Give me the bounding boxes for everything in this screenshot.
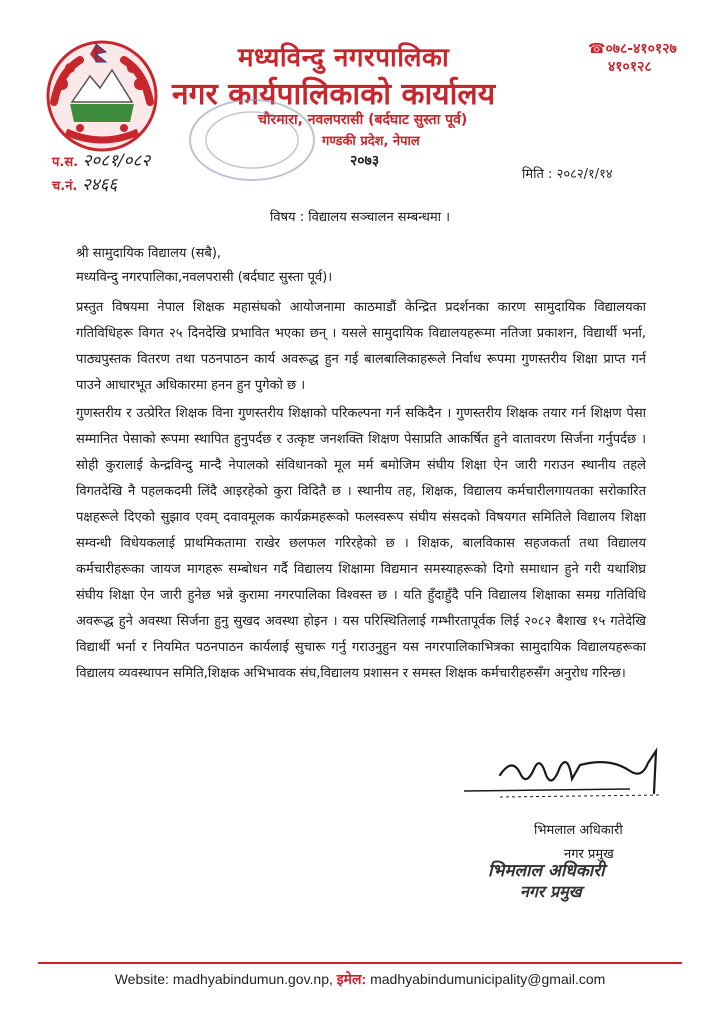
established-year: २०७३ xyxy=(350,153,380,169)
body-paragraph-1: प्रस्तुत विषयमा नेपाल शिक्षक महासंघको आयोजनामा काठमाडौं केन्द्रित प्रदर्शनका कारण सामुदायिक विद्यालयका गतिविधिहरू विगत २५ दिनदेखि प्रभावित भएका छन् । यसले सामुदायिक विद्यालयहरूमा नतिजा प्रकाशन, विद्यार्थी भर्ना, पाठ्यपुस्तक वितरण तथा पठनपाठन कार्य अवरूद्ध हुन गई बालबालिकाहरूले निर्वाध रूपमा गुणस्तरीय शिक्षा प्राप्त गर्न पाउने आधारभूत अधिकारमा हनन हुन पुगेको छ । xyxy=(76,300,646,393)
footer-contact xyxy=(0,970,720,989)
website-label: Website: xyxy=(114,971,169,987)
reference-label: प.स. xyxy=(52,155,79,170)
seal-role: नगर प्रमुख xyxy=(520,882,582,901)
office-province: गण्डकी प्रदेश, नेपाल xyxy=(322,134,420,149)
letter-date xyxy=(522,164,613,182)
phone-2: ४१०१२८ xyxy=(608,59,652,75)
seal-name: भिमलाल अधिकारी xyxy=(488,861,605,881)
date-value: २०८२/१/१४ xyxy=(556,167,613,182)
reference-number xyxy=(52,148,150,171)
office-name: नगर कार्यपालिकाको कार्यालय xyxy=(172,77,496,112)
letter-subject: विषय : विद्यालय सञ्चालन सम्बन्धमा । xyxy=(269,210,451,225)
signatory-name: भिमलाल अधिकारी xyxy=(534,823,623,838)
email-link[interactable]: madhyabindumunicipality@gmail.com xyxy=(370,971,606,987)
signatory-role: नगर प्रमुख xyxy=(564,847,614,862)
recipient-line-1: श्री सामुदायिक विद्यालय (सबै), xyxy=(76,246,222,261)
signature-icon xyxy=(460,745,690,815)
email-label: इमेल: xyxy=(336,971,367,987)
phone-numbers xyxy=(588,40,677,76)
dispatch-value: २४६६ xyxy=(81,175,118,195)
office-address: चौरमारा, नवलपरासी (बर्दघाट सुस्ता पूर्व) xyxy=(258,112,468,128)
dispatch-number xyxy=(52,172,117,195)
date-label: मिति : xyxy=(522,167,553,182)
dispatch-label: च.नं. xyxy=(52,179,78,194)
footer-divider xyxy=(38,962,682,964)
website-link[interactable]: madhyabindumun.gov.np, xyxy=(172,971,333,987)
office-stamp-icon xyxy=(182,94,322,186)
municipality-name: मध्यविन्दु नगरपालिका xyxy=(238,43,450,73)
recipient-line-2: मध्यविन्दु नगरपालिका,नवलपरासी (बर्दघाट सुस्ता पूर्व)। xyxy=(76,270,333,285)
reference-value: २०८१/०८२ xyxy=(82,151,151,171)
nepal-emblem-icon xyxy=(40,32,165,157)
phone-1: ☎०७८-४१०१२७ xyxy=(588,41,677,57)
body-paragraph-2: गुणस्तरीय र उत्प्रेरित शिक्षक विना गुणस्तरीय शिक्षाको परिकल्पना गर्न सकिदैन । गुणस्तरीय शिक्षक तयार गर्न शिक्षण पेसा सम्मानित पेसाको रूपमा स्थापित हुनुपर्दछ र उत्कृष्ट जनशक्ति शिक्षण पेसाप्रति आकर्षित हुने वातावरण सिर्जना गर्नुपर्दछ । सोही कुरालाई केन्द्रविन्दु मान्दै नेपालको संविधानको मूल मर्म बमोजिम संघीय शिक्षा ऐन जारी गराउन स्थानीय तहले विगतदेखि नै पहलकदमी लिंदै आइरहेको कुरा विदितै छ । स्थानीय तह, शिक्षक, विद्यालय कर्मचारीलगायतका सरोकारित पक्षहरूले दिएको सुझाव एवम् दवावमूलक कार्यक्रमहरूको फलस्वरूप संघीय संसदको विषयगत समितिले विद्यालय शिक्षा सम्वन्धी विधेयकलाई प्राथमिकतामा राखेर छलफल गरिरहेको छ । शिक्षक, बालविकास सहजकर्ता तथा विद्यालय कर्मचारीहरूका जायज मागहरू सम्बोधन गर्दै विद्यालय शिक्षामा विद्यमान समस्याहरूको दिगो समाधान हुने गरी यथाशिघ्र संघीय शिक्षा ऐन जारी हुनेछ भन्ने कुरामा नगरपालिका विश्वस्त छ । यति हुँदाहुँदै पनि विद्यालय शिक्षाका समग्र गतिविधि अवरूद्ध हुने अवस्था सिर्जना हुनु सुखद अवस्था होइन । यस परिस्थितिलाई गम्भीरतापूर्वक लिई २०८२ बैशाख १५ गतेदेखि विद्यार्थी भर्ना र नियमित पठनपाठन कार्यलाई सुचारू गर्नु गराउनुहुन यस नगरपालिकाभित्रका सामुदायिक विद्यालयहरूका विद्यालय व्यवस्थापन समिति,शिक्षक अभिभावक संघ,विद्यालय प्रशासन र समस्त शिक्षक कर्मचारीहरुसँग अनुरोध गरिन्छ। xyxy=(76,406,646,681)
